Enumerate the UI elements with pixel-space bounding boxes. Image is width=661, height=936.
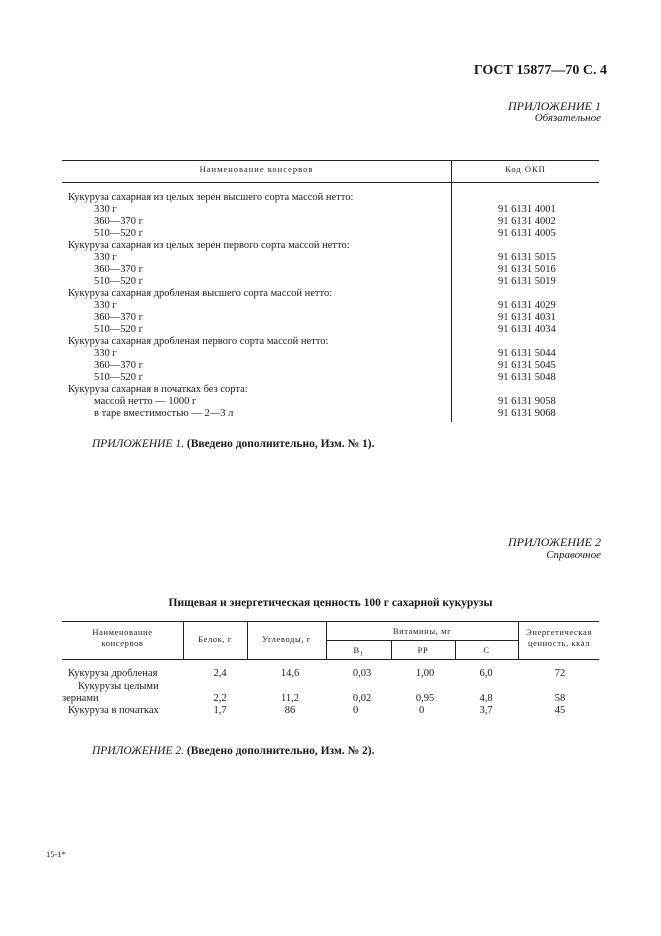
row-3-name: Кукуруза в початках bbox=[68, 705, 159, 716]
row-2-carbs: 11,2 bbox=[281, 693, 299, 704]
product-name: 330 г bbox=[94, 252, 117, 263]
row-3-c: 3,7 bbox=[479, 705, 493, 716]
note-2-label: ПРИЛОЖЕНИЕ 2. bbox=[92, 745, 184, 757]
product-name: в таре вместимостью — 2—3 л bbox=[94, 408, 234, 419]
appendix-2-title: ПРИЛОЖЕНИЕ 2 bbox=[508, 535, 601, 549]
t2-header-name bbox=[62, 627, 183, 649]
column-header-code: Код ОКП bbox=[505, 164, 546, 174]
page-footer-mark: 15-1* bbox=[46, 849, 66, 859]
row-3-energy: 45 bbox=[554, 705, 566, 716]
okp-code: 91 6131 4005 bbox=[498, 228, 556, 239]
product-group-name: Кукуруза сахарная дробленая высшего сорта массой нетто: bbox=[68, 288, 333, 299]
row-2-name-line1: Кукурузы целыми bbox=[78, 681, 159, 692]
table-row bbox=[62, 360, 599, 372]
t2-vitamins-rule bbox=[326, 640, 518, 641]
row-1-c: 6,0 bbox=[479, 668, 493, 679]
okp-code: 91 6131 9068 bbox=[498, 408, 556, 419]
table-row bbox=[62, 396, 599, 408]
note-1-label: ПРИЛОЖЕНИЕ 1. bbox=[92, 438, 184, 450]
appendix-1-title: ПРИЛОЖЕНИЕ 1 bbox=[508, 99, 601, 113]
nutrition-table bbox=[62, 621, 599, 721]
header-b: B bbox=[353, 645, 360, 655]
table-row bbox=[62, 252, 599, 264]
product-name: 510—520 г bbox=[94, 324, 143, 335]
t2-header-protein: Белок, г bbox=[198, 634, 232, 644]
table-row bbox=[62, 264, 599, 276]
product-group-name: Кукуруза сахарная из целых зерен первого сорта массой нетто: bbox=[68, 240, 350, 251]
okp-code: 91 6131 4029 bbox=[498, 300, 556, 311]
product-name: 360—370 г bbox=[94, 312, 143, 323]
t2-header-energy bbox=[519, 627, 599, 649]
table-row bbox=[62, 300, 599, 312]
row-2-b1: 0,02 bbox=[352, 693, 372, 704]
okp-code: 91 6131 5016 bbox=[498, 264, 556, 275]
page-header: ГОСТ 15877—70 С. 4 bbox=[473, 63, 607, 78]
header-name-line1: Наименование bbox=[92, 627, 153, 637]
okp-code-table bbox=[62, 160, 599, 422]
row-1-pp: 1,00 bbox=[415, 668, 435, 679]
table-row bbox=[62, 384, 599, 396]
row-2-name-line2: зернами bbox=[62, 693, 99, 704]
t2-header-pp: PP bbox=[417, 645, 429, 655]
product-name: массой нетто — 1000 г bbox=[94, 396, 197, 407]
product-group-name: Кукуруза сахарная в початках без сорта: bbox=[68, 384, 248, 395]
table-row bbox=[62, 336, 599, 348]
appendix-1-subtitle: Обязательное bbox=[534, 112, 601, 124]
okp-code: 91 6131 4001 bbox=[498, 204, 556, 215]
row-2-pp: 0,95 bbox=[415, 693, 435, 704]
product-name: 330 г bbox=[94, 300, 117, 311]
table-header-rule bbox=[62, 182, 599, 183]
nutrition-table-title: Пищевая и энергетическая ценность 100 г сахарной кукурузы bbox=[168, 597, 493, 609]
note-1-text: (Введено дополнительно, Изм. № 1). bbox=[186, 438, 375, 450]
table-row bbox=[62, 228, 599, 240]
table-row bbox=[62, 204, 599, 216]
appendix-2-subtitle: Справочное bbox=[546, 549, 601, 561]
appendix-1-note bbox=[92, 438, 374, 450]
okp-code: 91 6131 5044 bbox=[498, 348, 556, 359]
product-name: 510—520 г bbox=[94, 372, 143, 383]
product-name: 360—370 г bbox=[94, 360, 143, 371]
header-b-sub: 1 bbox=[359, 651, 364, 658]
table-row bbox=[62, 372, 599, 384]
table-row bbox=[62, 192, 599, 204]
row-1-energy: 72 bbox=[554, 668, 566, 679]
table-row bbox=[62, 216, 599, 228]
table-row bbox=[62, 288, 599, 300]
table-row bbox=[62, 240, 599, 252]
t2-header-vitamins: Витамины, мг bbox=[392, 626, 452, 636]
appendix-2-note bbox=[92, 745, 374, 757]
okp-code: 91 6131 4002 bbox=[498, 216, 556, 227]
row-1-protein: 2,4 bbox=[213, 668, 227, 679]
row-1-carbs: 14,6 bbox=[280, 668, 300, 679]
okp-code: 91 6131 5015 bbox=[498, 252, 556, 263]
row-3-protein: 1,7 bbox=[213, 705, 227, 716]
product-name: 360—370 г bbox=[94, 264, 143, 275]
table-row bbox=[62, 312, 599, 324]
row-3-b1: 0 bbox=[353, 705, 359, 716]
column-header-name: Наименование консервов bbox=[199, 164, 314, 174]
t2-header-carbs: Углеводы, г bbox=[262, 634, 311, 644]
header-energy-line1: Энергетическая bbox=[526, 627, 592, 637]
row-1-name: Кукуруза дробленая bbox=[68, 668, 158, 679]
product-name: 330 г bbox=[94, 348, 117, 359]
row-2-c: 4,8 bbox=[479, 693, 493, 704]
row-1-b1: 0,03 bbox=[352, 668, 372, 679]
note-2-text: (Введено дополнительно, Изм. № 2). bbox=[186, 745, 375, 757]
row-2-protein: 2,2 bbox=[213, 693, 227, 704]
table-row bbox=[62, 348, 599, 360]
row-2-energy: 58 bbox=[554, 693, 566, 704]
okp-code: 91 6131 4031 bbox=[498, 312, 556, 323]
product-name: 510—520 г bbox=[94, 276, 143, 287]
table-top-rule bbox=[62, 160, 599, 161]
okp-code: 91 6131 9058 bbox=[498, 396, 556, 407]
okp-code: 91 6131 4034 bbox=[498, 324, 556, 335]
table-row bbox=[62, 324, 599, 336]
t2-header-b1 bbox=[326, 645, 391, 661]
product-name: 510—520 г bbox=[94, 228, 143, 239]
table-row bbox=[62, 276, 599, 288]
product-name: 330 г bbox=[94, 204, 117, 215]
header-name-line2: консервов bbox=[101, 638, 144, 648]
t2-header-c: C bbox=[483, 645, 490, 655]
okp-code: 91 6131 5048 bbox=[498, 372, 556, 383]
okp-code: 91 6131 5019 bbox=[498, 276, 556, 287]
table-row bbox=[62, 408, 599, 420]
row-3-carbs: 86 bbox=[284, 705, 296, 716]
product-group-name: Кукуруза сахарная дробленая первого сорта массой нетто: bbox=[68, 336, 329, 347]
header-energy-line2: ценность, ккал bbox=[527, 638, 591, 648]
okp-code: 91 6131 5045 bbox=[498, 360, 556, 371]
row-3-pp: 0 bbox=[419, 705, 425, 716]
product-group-name: Кукуруза сахарная из целых зерен высшего сорта массой нетто: bbox=[68, 192, 354, 203]
product-name: 360—370 г bbox=[94, 216, 143, 227]
